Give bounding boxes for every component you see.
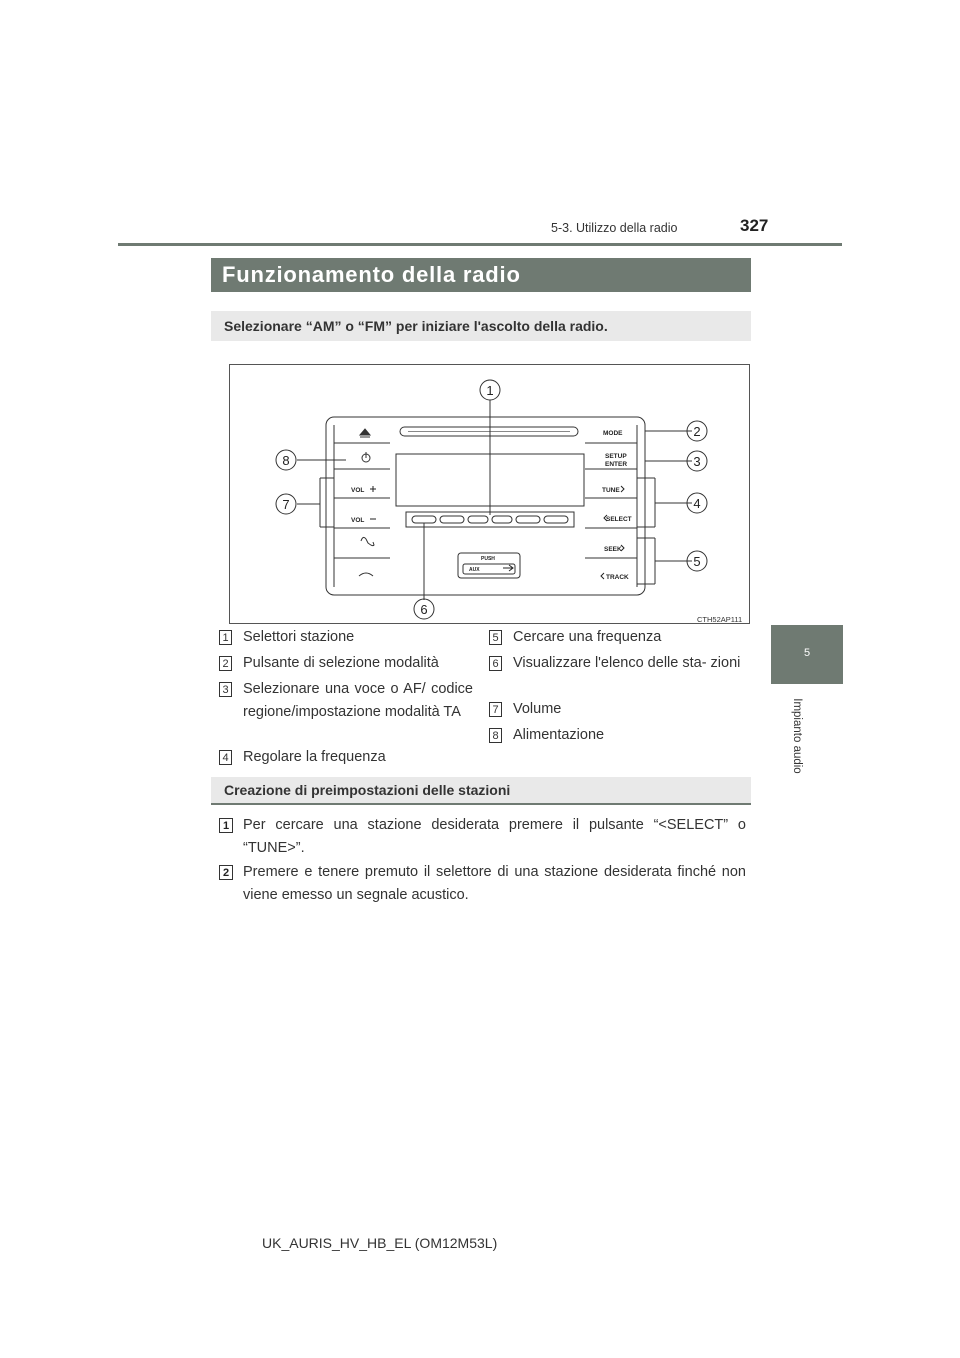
subtitle-bar [211,311,751,341]
vol-plus-label: VOL [351,487,365,494]
aux-label: AUX [469,567,480,573]
page-number: 327 [740,216,769,235]
callout-6: 6 [420,602,428,617]
callout-8: 8 [282,453,290,468]
vol-minus-label: VOL [351,517,365,524]
chapter-number: 5 [803,647,811,659]
chapter-tab [771,625,843,684]
select-label: SELECT [606,516,632,523]
legend-num-2: 2 [219,656,232,671]
push-label: PUSH [481,556,495,562]
callout-3: 3 [693,454,701,469]
legend-right [489,626,745,751]
step-text-1: Per cercare una stazione desiderata premere il pulsante “<SELECT” o “TUNE>”. [243,817,746,856]
legend-text-4: Regolare la frequenza [243,749,386,765]
chapter-label: Impianto audio [791,698,803,774]
legend-num-6: 6 [489,656,502,671]
legend-text-6: Visualizzare l'elenco delle sta- zioni [513,655,741,671]
legend-num-3: 3 [219,682,232,697]
legend-text-3: Selezionare una voce o AF/ codice regione/impostazione modalità TA [243,681,473,720]
subtitle: Selezionare “AM” o “FM” per iniziare l'ascolto della radio. [224,318,608,334]
radio-figure [229,364,750,624]
enter-label: ENTER [605,461,628,468]
step-text-2: Premere e tenere premuto il selettore di una stazione desiderata finché non viene emesso un segnale acustico. [243,864,746,903]
presets-heading-bar [211,777,751,805]
callout-2: 2 [693,424,701,439]
mode-label: MODE [603,430,623,437]
presets-heading: Creazione di preimpostazioni delle stazioni [224,782,511,798]
legend-num-5: 5 [489,630,502,645]
legend-num-1: 1 [219,630,232,645]
document-footer: UK_AURIS_HV_HB_EL (OM12M53L) [262,1235,498,1251]
figure-code: CTH52AP111 [697,615,743,624]
track-label: TRACK [606,574,629,581]
legend-left [219,626,474,771]
page-title: Funzionamento della radio [222,262,521,287]
step-num-1: 1 [219,818,233,833]
radio-panel-drawing [230,365,749,623]
legend-text-1: Selettori stazione [243,629,355,645]
legend-text-2: Pulsante di selezione modalità [243,655,439,671]
section-title: 5-3. Utilizzo della radio [551,221,678,235]
legend-text-5: Cercare una frequenza [513,629,662,645]
chapter-label-wrap [790,692,804,782]
page-title-bar [211,258,751,292]
header-rule [118,243,842,246]
seek-label: SEEK [604,546,622,553]
setup-label: SETUP [605,453,627,460]
legend-num-8: 8 [489,728,502,743]
callout-1: 1 [486,383,494,398]
step-num-2: 2 [219,865,233,880]
legend-text-8: Alimentazione [513,727,605,743]
callout-7: 7 [282,497,290,512]
callout-5: 5 [693,554,701,569]
callout-4: 4 [693,496,701,511]
legend-num-7: 7 [489,702,502,717]
legend-text-7: Volume [513,701,562,717]
legend-num-4: 4 [219,750,232,765]
tune-label: TUNE [602,487,620,494]
